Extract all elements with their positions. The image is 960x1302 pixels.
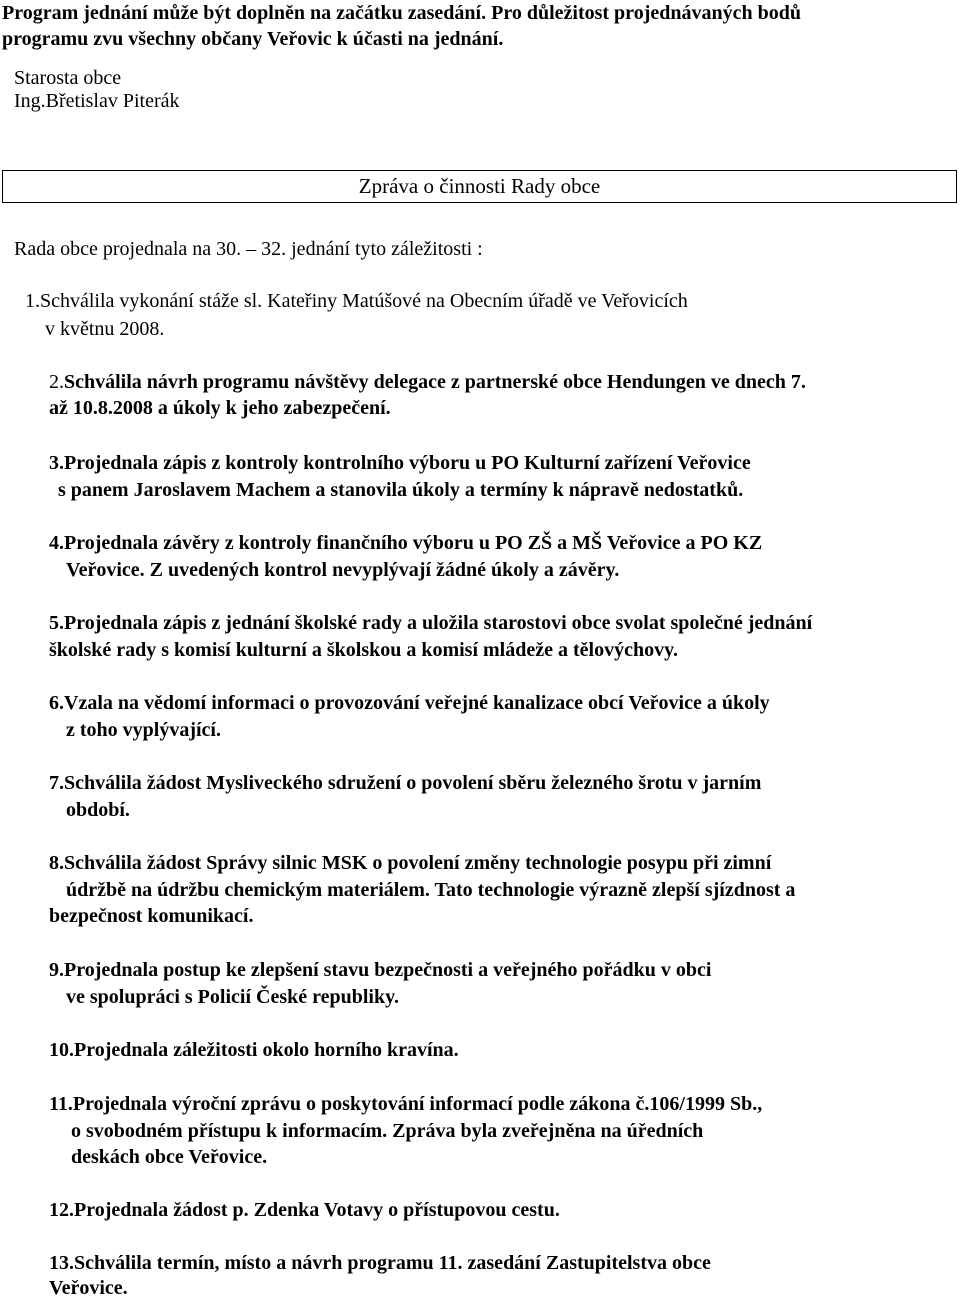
report-title: Zpráva o činnosti Rady obce: [358, 174, 601, 198]
item-number: 12.: [49, 1199, 74, 1221]
item-6-continuation: z toho vyplývající.: [66, 719, 221, 741]
item-text: Schválila žádost Mysliveckého sdružení o povolení sběru železného šrotu v jarním: [64, 772, 762, 794]
item-8-continuation: údržbě na údržbu chemickým materiálem. Tato technologie výrazně zlepší sjízdnost a: [66, 879, 796, 901]
item-number: 10.: [49, 1039, 74, 1061]
item-number: 8.: [49, 852, 64, 874]
list-item-7: [49, 770, 761, 797]
item-number: 4.: [49, 532, 64, 554]
item-5-continuation: školské rady s komisí kulturní a školskou a komisí mládeže a tělovýchovy.: [49, 639, 678, 661]
list-item-1: [25, 288, 688, 315]
item-text: Projednala záležitosti okolo horního kravína.: [74, 1039, 459, 1061]
item-number: 9.: [49, 959, 64, 981]
list-item-13: [49, 1250, 711, 1277]
list-item-2: [49, 369, 806, 396]
item-number: 2.: [49, 371, 64, 393]
item-number: 11.: [49, 1093, 73, 1115]
item-text: Schválila vykonání stáže sl. Kateřiny Matúšové na Obecním úřadě ve Veřovicích: [40, 290, 688, 312]
item-13-continuation: Veřovice.: [49, 1277, 128, 1299]
list-item-5: [49, 610, 812, 637]
item-3-continuation: s panem Jaroslavem Machem a stanovila úkoly a termíny k nápravě nedostatků.: [58, 479, 744, 501]
list-item-8: [49, 850, 771, 877]
item-text: Projednala zápis z kontroly kontrolního výboru u PO Kulturní zařízení Veřovice: [64, 452, 751, 474]
item-7-continuation: období.: [66, 799, 130, 821]
intro-line-2: programu zvu všechny občany Veřovic k účasti na jednání.: [2, 28, 504, 50]
item-11-continuation-2: deskách obce Veřovice.: [71, 1146, 268, 1168]
report-title-box: [2, 170, 957, 203]
item-number: 1.: [25, 290, 40, 312]
item-9-continuation: ve spolupráci s Policií České republiky.: [66, 986, 399, 1008]
item-11-continuation: o svobodném přístupu k informacím. Zpráva byla zveřejněna na úředních: [71, 1120, 704, 1142]
item-number: 5.: [49, 612, 64, 634]
list-item-4: [49, 530, 762, 557]
item-text: Schválila návrh programu návštěvy delegace z partnerské obce Hendungen ve dnech 7.: [64, 371, 806, 393]
item-text: Projednala zápis z jednání školské rady a uložila starostovi obce svolat společné jednání: [64, 612, 813, 634]
signature-name: Ing.Břetislav Piterák: [14, 90, 180, 112]
item-text: Schválila žádost Správy silnic MSK o povolení změny technologie posypu při zimní: [64, 852, 772, 874]
item-text: Projednala závěry z kontroly finančního výboru u PO ZŠ a MŠ Veřovice a PO KZ: [64, 532, 763, 554]
intro-line-1: Program jednání může být doplněn na začátku zasedání. Pro důležitost projednávaných bodů: [2, 2, 801, 24]
list-item-11: [49, 1091, 762, 1118]
item-text: Projednala výroční zprávu o poskytování informací podle zákona č.106/1999 Sb.,: [72, 1093, 763, 1115]
item-4-continuation: Veřovice. Z uvedených kontrol nevyplývají žádné úkoly a závěry.: [66, 559, 620, 581]
item-text: Vzala na vědomí informaci o provozování veřejné kanalizace obcí Veřovice a úkoly: [64, 692, 770, 714]
list-item-9: [49, 957, 711, 984]
item-8-continuation-2: bezpečnost komunikací.: [49, 905, 254, 927]
item-number: 7.: [49, 772, 64, 794]
list-item-12: [49, 1197, 560, 1224]
item-text: Schválila termín, místo a návrh programu 11. zasedání Zastupitelstva obce: [74, 1252, 711, 1274]
list-item-3: [49, 450, 751, 477]
report-intro: Rada obce projednala na 30. – 32. jednání tyto záležitosti :: [14, 238, 483, 260]
signature-role: Starosta obce: [14, 67, 122, 89]
item-2-continuation: až 10.8.2008 a úkoly k jeho zabezpečení.: [49, 397, 391, 419]
list-item-10: [49, 1037, 459, 1064]
item-number: 6.: [49, 692, 64, 714]
item-number: 13.: [49, 1252, 74, 1274]
item-text: Projednala žádost p. Zdenka Votavy o přístupovou cestu.: [74, 1199, 560, 1221]
list-item-6: [49, 690, 770, 717]
item-1-continuation: v květnu 2008.: [45, 318, 165, 340]
item-text: Projednala postup ke zlepšení stavu bezpečnosti a veřejného pořádku v obci: [64, 959, 712, 981]
item-number: 3.: [49, 452, 64, 474]
